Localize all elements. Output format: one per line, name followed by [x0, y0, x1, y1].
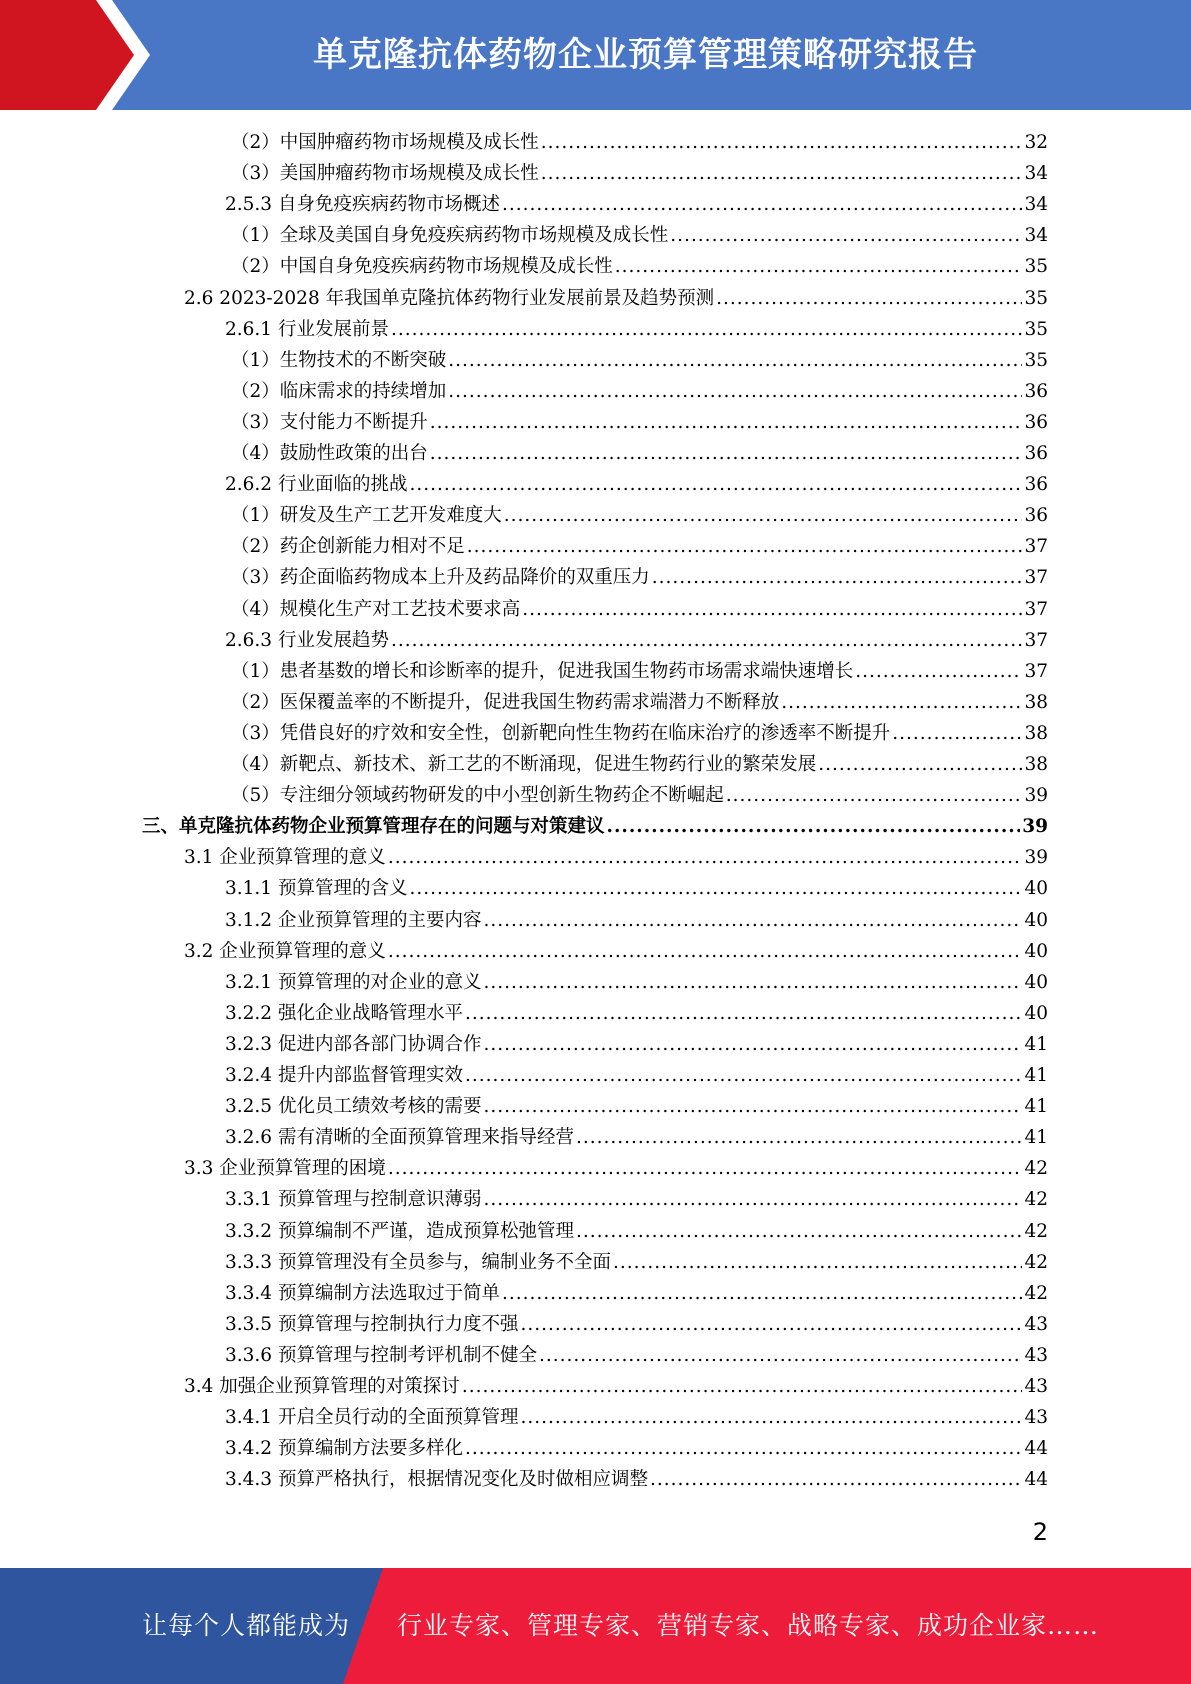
- toc-entry-title: 3.4 加强企业预算管理的对策探讨: [184, 1376, 460, 1397]
- toc-entry-title: 3.2.4 提升内部监督管理实效: [225, 1065, 463, 1086]
- toc-leader-dots: [716, 283, 1022, 314]
- toc-entry-page: 35: [1024, 349, 1048, 371]
- toc-entry-page: 32: [1024, 132, 1048, 153]
- toc-entry-page: 37: [1024, 536, 1048, 558]
- toc-entry-title: 3.3.5 预算管理与控制执行力度不强: [225, 1313, 519, 1335]
- toc-leader-dots: [388, 842, 1023, 873]
- toc-entry-title: （3）凭借良好的疗效和安全性，创新靶向性生物药在临床治疗的渗透率不断提升: [231, 722, 891, 744]
- toc-entry-title: 3.1 企业预算管理的意义: [184, 847, 386, 869]
- toc-entry[interactable]: [225, 314, 1048, 345]
- toc-entry[interactable]: [231, 500, 1048, 531]
- toc-entry-page: 39: [1024, 785, 1048, 807]
- toc-entry-title: 3.2.1 预算管理的对企业的意义: [225, 971, 482, 993]
- toc-entry-page: 40: [1024, 940, 1048, 962]
- toc-entry[interactable]: [231, 594, 1048, 625]
- toc-leader-dots: [670, 220, 1022, 251]
- page-number: 2: [1032, 1518, 1048, 1546]
- toc-entry[interactable]: [225, 1029, 1048, 1060]
- toc-entry-title: 3.3.1 预算管理与控制意识薄弱: [225, 1189, 482, 1211]
- toc-entry-title: （2）中国自身免疫疾病药物市场规模及成长性: [231, 256, 613, 278]
- toc-entry-page: 34: [1024, 163, 1048, 185]
- toc-entry-title: 3.2.2 强化企业战略管理水平: [225, 1002, 463, 1024]
- toc-entry-title: （2）医保覆盖率的不断提升，促进我国生物药需求端潜力不断释放: [231, 691, 780, 713]
- toc-entry-page: 40: [1024, 878, 1048, 900]
- toc-leader-dots: [465, 1433, 1022, 1464]
- toc-entry[interactable]: [225, 1433, 1048, 1464]
- toc-entry-page: 40: [1024, 971, 1048, 993]
- toc-entry-page: 41: [1024, 1096, 1048, 1118]
- toc-entry[interactable]: [184, 1371, 1048, 1402]
- toc-leader-dots: [483, 1184, 1022, 1215]
- toc-entry-title: （4）新靶点、新技术、新工艺的不断涌现，促进生物药行业的繁荣发展: [231, 754, 817, 775]
- toc-entry-title: 3.2 企业预算管理的意义: [184, 940, 386, 962]
- toc-leader-dots: [818, 749, 1022, 780]
- toc-leader-dots: [781, 687, 1022, 718]
- toc-entry-title: 3.3.2 预算编制不严谨，造成预算松弛管理: [225, 1220, 574, 1242]
- toc-entry-title: （1）患者基数的增长和诊断率的提升，促进我国生物药市场需求端快速增长: [231, 660, 854, 682]
- toc-entry[interactable]: [225, 1091, 1048, 1122]
- toc-leader-dots: [388, 936, 1023, 967]
- toc-leader-dots: [430, 438, 1023, 469]
- toc-entry[interactable]: [225, 1402, 1048, 1433]
- toc-entry[interactable]: [231, 562, 1048, 593]
- toc-entry-page: 36: [1024, 505, 1048, 527]
- toc-entry-page: 43: [1024, 1407, 1048, 1429]
- toc-leader-dots: [576, 1122, 1022, 1153]
- toc-entry-page: 44: [1024, 1469, 1048, 1491]
- toc-entry-page: 39: [1022, 816, 1048, 838]
- toc-entry[interactable]: [231, 407, 1048, 438]
- toc-entry-page: 37: [1024, 629, 1048, 651]
- toc-entry[interactable]: [184, 936, 1048, 967]
- toc-leader-dots: [539, 1340, 1022, 1371]
- toc-entry[interactable]: [231, 220, 1048, 251]
- toc-entry[interactable]: [225, 1060, 1048, 1091]
- toc-leader-dots: [892, 718, 1022, 749]
- toc-entry[interactable]: [225, 469, 1048, 500]
- toc-entry-title: （1）全球及美国自身免疫疾病药物市场规模及成长性: [231, 225, 669, 247]
- toc-leader-dots: [541, 158, 1023, 189]
- toc-entry[interactable]: [225, 1464, 1048, 1495]
- toc-entry-page: 36: [1024, 443, 1048, 464]
- page-footer: [0, 1568, 1191, 1684]
- toc-entry-page: 37: [1024, 660, 1048, 682]
- toc-entry[interactable]: [225, 1184, 1048, 1215]
- toc-entry-title: 3.3 企业预算管理的困境: [184, 1158, 386, 1180]
- toc-entry-page: 35: [1024, 287, 1048, 309]
- toc-entry[interactable]: [231, 438, 1048, 469]
- toc-entry-title: （4）规模化生产对工艺技术要求高: [231, 598, 521, 620]
- toc-leader-dots: [483, 905, 1022, 936]
- toc-leader-dots: [650, 1464, 1022, 1495]
- toc-entry[interactable]: [225, 1122, 1048, 1153]
- toc-leader-dots: [502, 189, 1022, 220]
- toc-entry-page: 36: [1024, 380, 1048, 402]
- toc-entry[interactable]: [225, 967, 1048, 998]
- toc-leader-dots: [430, 407, 1023, 438]
- toc-leader-dots: [483, 1029, 1022, 1060]
- toc-entry-title: （4）鼓励性政策的出台: [231, 443, 428, 464]
- toc-entry-page: 42: [1024, 1282, 1048, 1304]
- toc-entry-title: （5）专注细分领域药物研发的中小型创新生物药企不断崛起: [231, 785, 724, 807]
- toc-entry-title: （1）研发及生产工艺开发难度大: [231, 505, 502, 527]
- toc-leader-dots: [576, 1216, 1022, 1247]
- toc-leader-dots: [613, 1247, 1022, 1278]
- toc-entry-title: 3.2.3 促进内部各部门协调合作: [225, 1033, 482, 1055]
- toc-leader-dots: [448, 345, 1022, 376]
- toc-entry-title: 3.3.4 预算编制方法选取过于简单: [225, 1282, 500, 1304]
- toc-entry-title: 3.2.5 优化员工绩效考核的需要: [225, 1096, 482, 1118]
- toc-entry-title: 2.6.1 行业发展前景: [225, 318, 389, 340]
- toc-leader-dots: [615, 251, 1023, 282]
- toc-entry-title: 3.3.6 预算管理与控制考评机制不健全: [225, 1344, 537, 1366]
- toc-leader-dots: [483, 967, 1022, 998]
- toc-entry-title: （1）生物技术的不断突破: [231, 349, 447, 371]
- toc-leader-dots: [520, 1402, 1022, 1433]
- toc-leader-dots: [409, 469, 1022, 500]
- toc-entry-page: 42: [1024, 1251, 1048, 1273]
- toc-entry-title: （2）中国肿瘤药物市场规模及成长性: [231, 132, 539, 153]
- toc-entry[interactable]: [231, 345, 1048, 376]
- toc-leader-dots: [541, 127, 1023, 158]
- toc-entry-page: 42: [1024, 1158, 1048, 1180]
- toc-entry-page: 38: [1024, 691, 1048, 713]
- toc-leader-dots: [467, 531, 1023, 562]
- toc-entry-page: 37: [1024, 598, 1048, 620]
- toc-leader-dots: [462, 1371, 1023, 1402]
- toc-leader-dots: [652, 562, 1023, 593]
- toc-entry[interactable]: [225, 905, 1048, 936]
- toc-entry[interactable]: [225, 1340, 1048, 1371]
- toc-entry[interactable]: [225, 189, 1048, 220]
- toc-entry-title: （2）药企创新能力相对不足: [231, 536, 465, 558]
- toc-leader-dots: [607, 811, 1021, 842]
- toc-entry[interactable]: [225, 625, 1048, 656]
- toc-entry-page: 41: [1024, 1065, 1048, 1086]
- toc-entry-page: 36: [1024, 411, 1048, 433]
- toc-entry[interactable]: [184, 283, 1048, 314]
- toc-entry[interactable]: [231, 251, 1048, 282]
- toc-entry-title: 三、单克隆抗体药物企业预算管理存在的问题与对策建议: [142, 816, 605, 838]
- toc-leader-dots: [520, 1309, 1022, 1340]
- toc-entry-page: 35: [1024, 318, 1048, 340]
- toc-entry[interactable]: [231, 158, 1048, 189]
- toc-entry-page: 41: [1024, 1033, 1048, 1055]
- toc-entry[interactable]: [184, 842, 1048, 873]
- toc-entry-page: 44: [1024, 1438, 1048, 1460]
- toc-entry-page: 40: [1024, 1002, 1048, 1024]
- toc-leader-dots: [391, 314, 1022, 345]
- toc-entry-page: 38: [1024, 754, 1048, 775]
- toc-entry[interactable]: [225, 1247, 1048, 1278]
- toc-entry[interactable]: [231, 749, 1048, 780]
- toc-entry-page: 43: [1024, 1376, 1048, 1397]
- toc-entry[interactable]: [225, 1216, 1048, 1247]
- toc-entry-page: 41: [1024, 1127, 1048, 1149]
- toc-entry[interactable]: [231, 780, 1048, 811]
- page-header: [0, 0, 1191, 110]
- toc-entry-page: 34: [1024, 194, 1048, 216]
- red-chevron-decoration: [0, 0, 150, 110]
- toc-leader-dots: [483, 1091, 1022, 1122]
- toc-entry[interactable]: [231, 687, 1048, 718]
- toc-leader-dots: [409, 873, 1022, 904]
- toc-entry[interactable]: [231, 718, 1048, 749]
- toc-entry[interactable]: [225, 1309, 1048, 1340]
- toc-entry[interactable]: [225, 873, 1048, 904]
- toc-entry-title: （3）美国肿瘤药物市场规模及成长性: [231, 163, 539, 185]
- toc-entry-title: 3.4.1 开启全员行动的全面预算管理: [225, 1407, 519, 1429]
- footer-slogan-left: 让每个人都能成为: [142, 1611, 351, 1640]
- toc-leader-dots: [726, 780, 1023, 811]
- toc-leader-dots: [504, 500, 1023, 531]
- toc-entry-page: 34: [1024, 225, 1048, 247]
- toc-entry-title: （2）临床需求的持续增加: [231, 380, 447, 402]
- toc-entry-title: 2.5.3 自身免疫疾病药物市场概述: [225, 194, 500, 216]
- toc-entry-title: 3.1.1 预算管理的含义: [225, 878, 408, 900]
- toc-leader-dots: [522, 594, 1022, 625]
- toc-entry-title: 2.6 2023-2028 年我国单克隆抗体药物行业发展前景及趋势预测: [184, 287, 715, 309]
- toc-entry-page: 42: [1024, 1220, 1048, 1242]
- toc-entry-page: 40: [1024, 909, 1048, 931]
- toc-entry-title: 3.2.6 需有清晰的全面预算管理来指导经营: [225, 1127, 574, 1149]
- toc-entry-page: 37: [1024, 567, 1048, 589]
- toc-entry-title: 2.6.3 行业发展趋势: [225, 629, 389, 651]
- toc-entry-title: 3.4.3 预算严格执行，根据情况变化及时做相应调整: [225, 1469, 648, 1491]
- toc-entry-title: （3）支付能力不断提升: [231, 411, 428, 433]
- toc-entry-title: 3.3.3 预算管理没有全员参与，编制业务不全面: [225, 1251, 611, 1273]
- toc-entry-page: 43: [1024, 1313, 1048, 1335]
- toc-leader-dots: [388, 1153, 1023, 1184]
- toc-entry[interactable]: [184, 1153, 1048, 1184]
- toc-entry[interactable]: [225, 1278, 1048, 1309]
- toc-leader-dots: [391, 625, 1022, 656]
- report-title: 单克隆抗体药物企业预算管理策略研究报告: [313, 35, 978, 75]
- toc-entry-page: 39: [1024, 847, 1048, 869]
- toc-entry-page: 42: [1024, 1189, 1048, 1211]
- toc-entry-title: 3.1.2 企业预算管理的主要内容: [225, 909, 482, 931]
- toc-entry[interactable]: [231, 656, 1048, 687]
- toc-entry-title: 2.6.2 行业面临的挑战: [225, 474, 408, 496]
- toc-entry-page: 35: [1024, 256, 1048, 278]
- toc-entry[interactable]: [231, 531, 1048, 562]
- toc-leader-dots: [855, 656, 1022, 687]
- toc-leader-dots: [448, 376, 1022, 407]
- toc-entry-page: 36: [1024, 474, 1048, 496]
- toc-entry-page: 43: [1024, 1344, 1048, 1366]
- toc-leader-dots: [465, 998, 1022, 1029]
- toc-entry-title: （3）药企面临药物成本上升及药品降价的双重压力: [231, 567, 650, 589]
- toc-entry[interactable]: [231, 376, 1048, 407]
- toc-entry[interactable]: [225, 998, 1048, 1029]
- footer-slogan-right: 行业专家、管理专家、营销专家、战略专家、成功企业家……: [397, 1611, 1100, 1640]
- toc-leader-dots: [502, 1278, 1022, 1309]
- toc-entry[interactable]: [231, 127, 1048, 158]
- toc-leader-dots: [465, 1060, 1022, 1091]
- toc-entry-title: 3.4.2 预算编制方法要多样化: [225, 1438, 463, 1460]
- toc-entry-page: 38: [1024, 722, 1048, 744]
- toc-entry[interactable]: [142, 811, 1048, 842]
